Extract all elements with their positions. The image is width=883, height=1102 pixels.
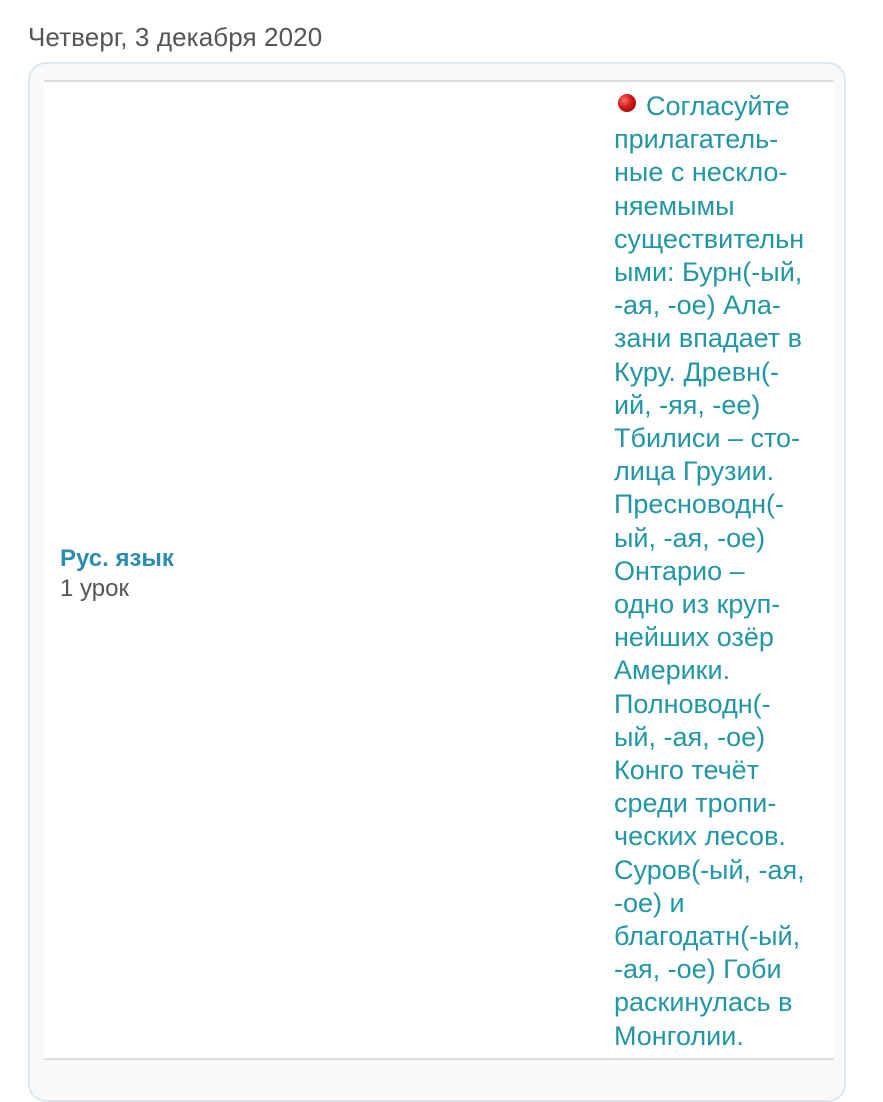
homework-line: Пресноводн(- bbox=[614, 489, 784, 520]
homework-line: Монголии. bbox=[614, 1020, 744, 1051]
day-card bbox=[28, 62, 846, 1102]
homework-line: Онтарио – bbox=[614, 555, 745, 586]
homework-line: ий, -яя, -ее) bbox=[614, 389, 761, 420]
homework-line: Суров(-ый, -ая, bbox=[614, 854, 805, 885]
subject-cell bbox=[60, 544, 360, 604]
homework-line: нейших озёр bbox=[614, 622, 774, 653]
homework-line: ыми: Бурн(-ый, bbox=[614, 257, 803, 288]
homework-line: ый, -ая, -ое) bbox=[614, 721, 766, 752]
homework-line-text: Согласуйте bbox=[646, 91, 790, 121]
homework-line: благодатн(-ый, bbox=[614, 921, 801, 952]
homework-line: зани впадает в bbox=[614, 323, 802, 354]
homework-line: няемымы bbox=[614, 190, 735, 221]
homework-line: Куру. Древн(- bbox=[614, 356, 779, 387]
homework-line: лица Грузии. bbox=[614, 456, 775, 487]
homework-line: раскинулась в bbox=[614, 987, 793, 1018]
lesson-row bbox=[44, 80, 834, 1060]
homework-line: -ое) и bbox=[614, 887, 685, 918]
lesson-number: 1 урок bbox=[60, 575, 129, 602]
homework-line: Тбилиси – сто- bbox=[614, 423, 801, 454]
homework-line: ый, -ая, -ое) bbox=[614, 522, 766, 553]
homework-line bbox=[614, 90, 824, 123]
homework-line: Конго течёт bbox=[614, 755, 760, 786]
homework-text bbox=[614, 90, 824, 1053]
homework-line: Полноводн(- bbox=[614, 688, 771, 719]
homework-cell bbox=[614, 90, 824, 1053]
homework-line: прилагатель- bbox=[614, 124, 779, 155]
date-heading: Четверг, 3 декабря 2020 bbox=[28, 22, 323, 52]
homework-line: среди тропи- bbox=[614, 788, 777, 819]
homework-line: Америки. bbox=[614, 655, 731, 686]
red-dot-icon bbox=[618, 94, 636, 112]
homework-line: -ая, -ое) Ала- bbox=[614, 290, 781, 321]
homework-line: одно из круп- bbox=[614, 589, 781, 620]
homework-line: -ая, -ое) Гоби bbox=[614, 954, 782, 985]
homework-line: ные с нескло- bbox=[614, 157, 788, 188]
homework-line: ческих лесов. bbox=[614, 821, 786, 852]
homework-line: существительн bbox=[614, 223, 805, 254]
subject-name[interactable]: Рус. язык bbox=[60, 545, 174, 572]
